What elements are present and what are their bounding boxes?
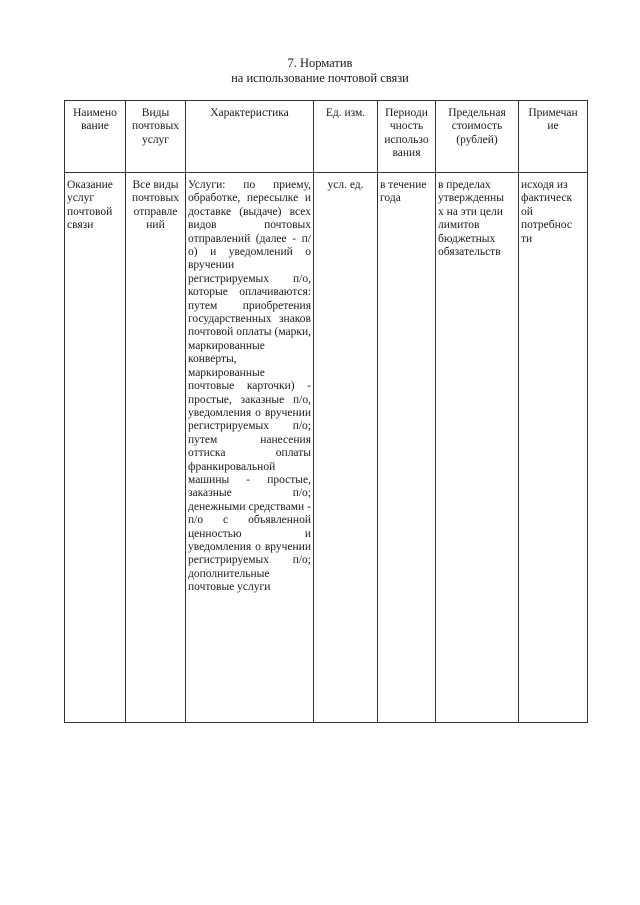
- cell-name: Оказание услуг почтовой связи: [65, 173, 126, 723]
- header-max-cost: Предельная стоимость (рублей): [436, 101, 519, 173]
- title-line-1: 7. Норматив: [287, 56, 353, 70]
- header-characteristic: Характеристика: [186, 101, 314, 173]
- header-unit: Ед. изм.: [314, 101, 378, 173]
- header-name: Наимено вание: [65, 101, 126, 173]
- cell-characteristic: Услуги: по приему, обработке, пересылке и доставке (выдаче) всех видов почтовых отправлений (далее - п/о) и уведомлений о вручении регистрируемых п/о, которые оплачиваются: путем приобретения государственных знаков почтовой оплаты (марки, маркированные конверты, маркированные почтовые карточки) - простые, заказные п/о, уведомления о вручении регистрируемых п/о; путем нанесения оттиска оплаты франкировальной машины - простые, заказные п/о; денежными средствами - п/о с объявленной ценностью и уведомления о вручении регистрируемых п/о; дополнительные почтовые услуги: [186, 173, 314, 723]
- title-line-2: на использование почтовой связи: [231, 71, 409, 85]
- header-note: Примечан ие: [519, 101, 588, 173]
- header-periodicity: Периоди чность использо вания: [378, 101, 436, 173]
- table-header-row: [65, 101, 588, 173]
- cell-max-cost: в пределах утвержденны х на эти цели лимитов бюджетных обязательств: [436, 173, 519, 723]
- norm-table: [64, 100, 588, 723]
- header-service-kinds: Виды почтовых услуг: [126, 101, 186, 173]
- cell-periodicity: в течение года: [378, 173, 436, 723]
- cell-note: исходя из фактическ ой потребнос ти: [519, 173, 588, 723]
- table-row: [65, 173, 588, 723]
- document-title: [0, 56, 640, 86]
- cell-unit: усл. ед.: [314, 173, 378, 723]
- cell-service-kinds: Все виды почтовых отправле ний: [126, 173, 186, 723]
